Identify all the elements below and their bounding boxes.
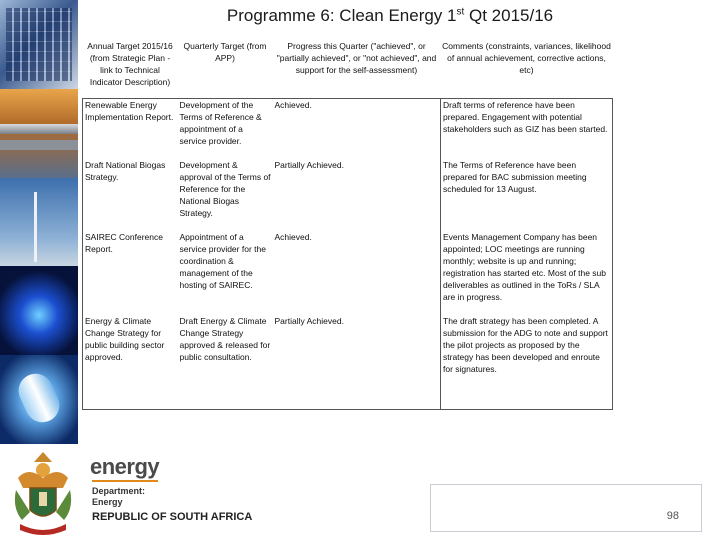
table-header-row [83, 40, 613, 99]
cell-annual: Renewable Energy Implementation Report. [85, 100, 174, 122]
dept-name: Energy [92, 497, 123, 507]
title-superscript: st [456, 6, 465, 18]
cell-comments: The Terms of Reference have been prepared for BAC submission meeting scheduled for 13 August. [441, 159, 613, 231]
cell-quarterly: Development of the Terms of Reference & appointment of a service provider. [179, 100, 262, 146]
table-row [83, 315, 613, 410]
coat-of-arms-icon [8, 448, 78, 538]
cell-quarterly: Appointment of a service provider for the coordination & management of the hosting of SAIREC. [179, 232, 266, 290]
cell-annual: SAIREC Conference Report. [85, 232, 163, 254]
cell-annual: Draft National Biogas Strategy. [85, 160, 166, 182]
progress-table [82, 40, 613, 410]
table-row [83, 99, 613, 160]
title-tail: Qt 2015/16 [464, 6, 554, 25]
left-photo-strip [0, 0, 78, 444]
cell-progress: Achieved. [274, 232, 312, 242]
brand-divider [92, 480, 158, 482]
title-main: Programme 6: Clean Energy 1 [226, 6, 457, 25]
table-row [83, 159, 613, 231]
table-row [83, 231, 613, 315]
cell-comments: Draft terms of reference have been prepared. Engagement with potential stakeholders such as GIZ has been started. [441, 99, 613, 160]
country-name: REPUBLIC OF SOUTH AFRICA [92, 511, 253, 523]
department-label [92, 486, 145, 508]
header-progress: Progress this Quarter ("achieved", or "partially achieved", or "not achieved", and support for the self-assessment) [276, 41, 437, 75]
cell-quarterly: Draft Energy & Climate Change Strategy approved & released for public consultation. [179, 316, 271, 362]
light-bulb-photo [0, 355, 78, 444]
header-comments: Comments (constraints, variances, likelihood of annual achievement, corrective actions, etc) [442, 41, 611, 75]
header-quarterly-target: Quarterly Target (from APP) [183, 41, 267, 63]
wind-turbine-photo [0, 178, 78, 267]
header-annual-target: Annual Target 2015/16 (from Strategic Plan - link to Technical Indicator Description) [87, 41, 173, 87]
cell-progress: Partially Achieved. [274, 316, 344, 326]
slide-title [82, 6, 698, 26]
cell-annual: Energy & Climate Change Strategy for public building sector approved. [85, 316, 165, 362]
solar-panel-photo [0, 0, 78, 89]
cell-quarterly: Development & approval of the Terms of Reference for the National Biogas Strategy. [179, 160, 271, 218]
dept-label: Department: [92, 486, 146, 496]
cell-comments: Events Management Company has been appointed; LOC meetings are running monthly; website is up and running; registration has started etc. Most of the sub deliverables as outlined in the ToRs / SLA are in progress. [441, 231, 613, 315]
page-number-box [430, 484, 702, 532]
gas-flame-photo [0, 266, 78, 355]
page-number: 98 [666, 510, 679, 522]
cell-progress: Achieved. [274, 100, 312, 110]
energy-brand [90, 454, 159, 480]
brand-word: energy [90, 454, 160, 479]
cell-progress: Partially Achieved. [274, 160, 344, 170]
cell-comments: The draft strategy has been completed. A submission for the ADG to note and support the pilot projects as proposed by the strategy has been developed and enroute for signatures. [441, 315, 613, 410]
pipeline-photo [0, 89, 78, 178]
